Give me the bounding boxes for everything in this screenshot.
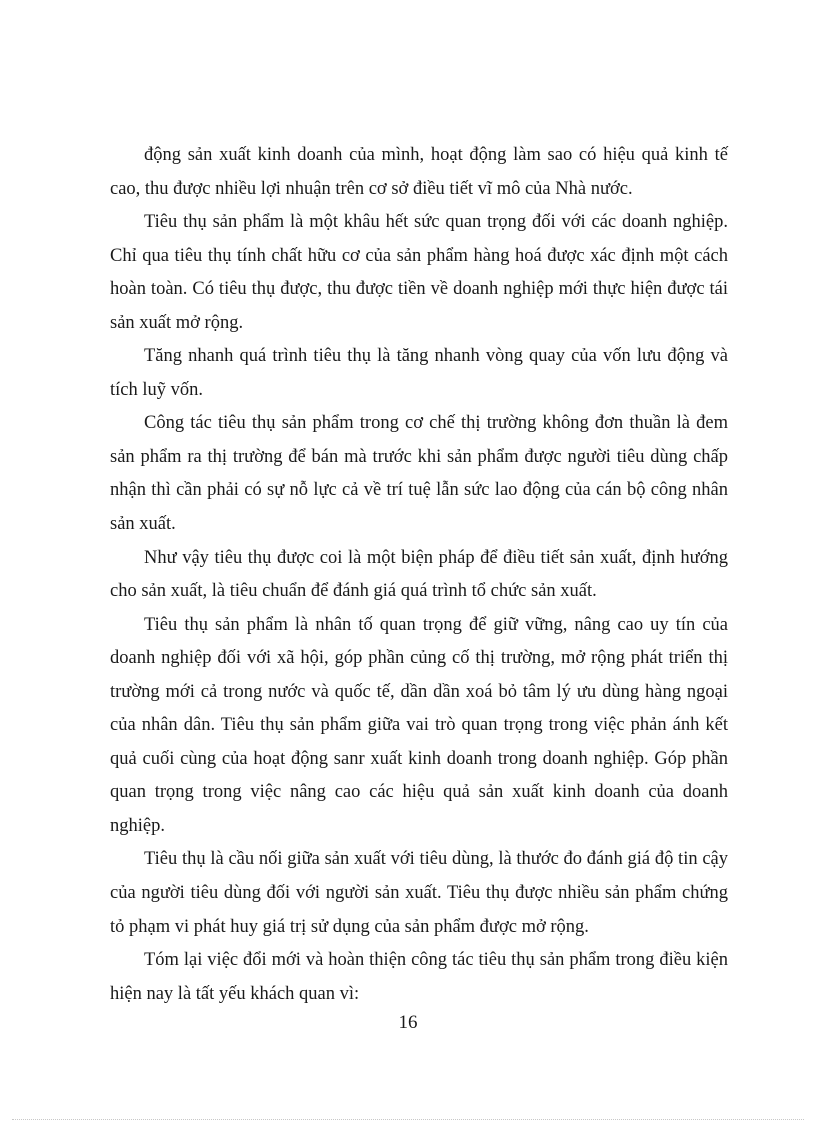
page-number: 16	[398, 1012, 418, 1033]
paragraph-8: Tóm lại việc đổi mới và hoàn thiện công tác tiêu thụ sản phẩm trong điều kiện hiện nay là tất yếu khách quan vì:	[110, 950, 728, 1004]
paragraph-1: động sản xuất kinh doanh của mình, hoạt động làm sao có hiệu quả kinh tế cao, thu được nhiều lợi nhuận trên cơ sở điều tiết vĩ mô của Nhà nước.	[110, 145, 728, 199]
body-text	[110, 139, 728, 1011]
paragraph-6: Tiêu thụ sản phẩm là nhân tố quan trọng để giữ vững, nâng cao uy tín của doanh nghiệp đối với xã hội, góp phần củng cố thị trường, mở rộng phát triển thị trường mới cả trong nước và quốc tế, dần dần xoá bỏ tâm lý ưu dùng hàng ngoại của nhân dân. Tiêu thụ sản phẩm giữa vai trò quan trọng trong việc phản ánh kết quả cuối cùng của hoạt động sanr xuất kinh doanh trong doanh nghiệp. Góp phần quan trọng trong việc nâng cao các hiệu quả sản xuất kinh doanh của doanh nghiệp.	[110, 614, 728, 836]
paragraph-2: Tiêu thụ sản phẩm là một khâu hết sức quan trọng đối với các doanh nghiệp. Chỉ qua tiêu thụ tính chất hữu cơ của sản phẩm hàng hoá được xác định một cách hoàn toàn. Có tiêu thụ được, thu được tiền về doanh nghiệp mới thực hiện được tái sản xuất mở rộng.	[110, 212, 728, 333]
paragraph-3: Tăng nhanh quá trình tiêu thụ là tăng nhanh vòng quay của vốn lưu động và tích luỹ vốn.	[110, 346, 728, 400]
paragraph-5: Như vậy tiêu thụ được coi là một biện pháp để điều tiết sản xuất, định hướng cho sản xuất, là tiêu chuẩn để đánh giá quá trình tổ chức sản xuất.	[110, 547, 728, 602]
page-bottom-divider	[12, 1119, 804, 1120]
paragraph-4: Công tác tiêu thụ sản phẩm trong cơ chế thị trường không đơn thuần là đem sản phẩm ra thị trường để bán mà trước khi sản phẩm được người tiêu dùng chấp nhận thì cần phải có sự nỗ lực cả về trí tuệ lẫn sức lao động của cán bộ công nhân sản xuất.	[110, 413, 728, 535]
paragraph-7: Tiêu thụ là cầu nối giữa sản xuất với tiêu dùng, là thước đo đánh giá độ tin cậy của người tiêu dùng đối với người sản xuất. Tiêu thụ được nhiều sản phẩm chứng tỏ phạm vi phát huy giá trị sử dụng của sản phẩm được mở rộng.	[110, 849, 728, 937]
